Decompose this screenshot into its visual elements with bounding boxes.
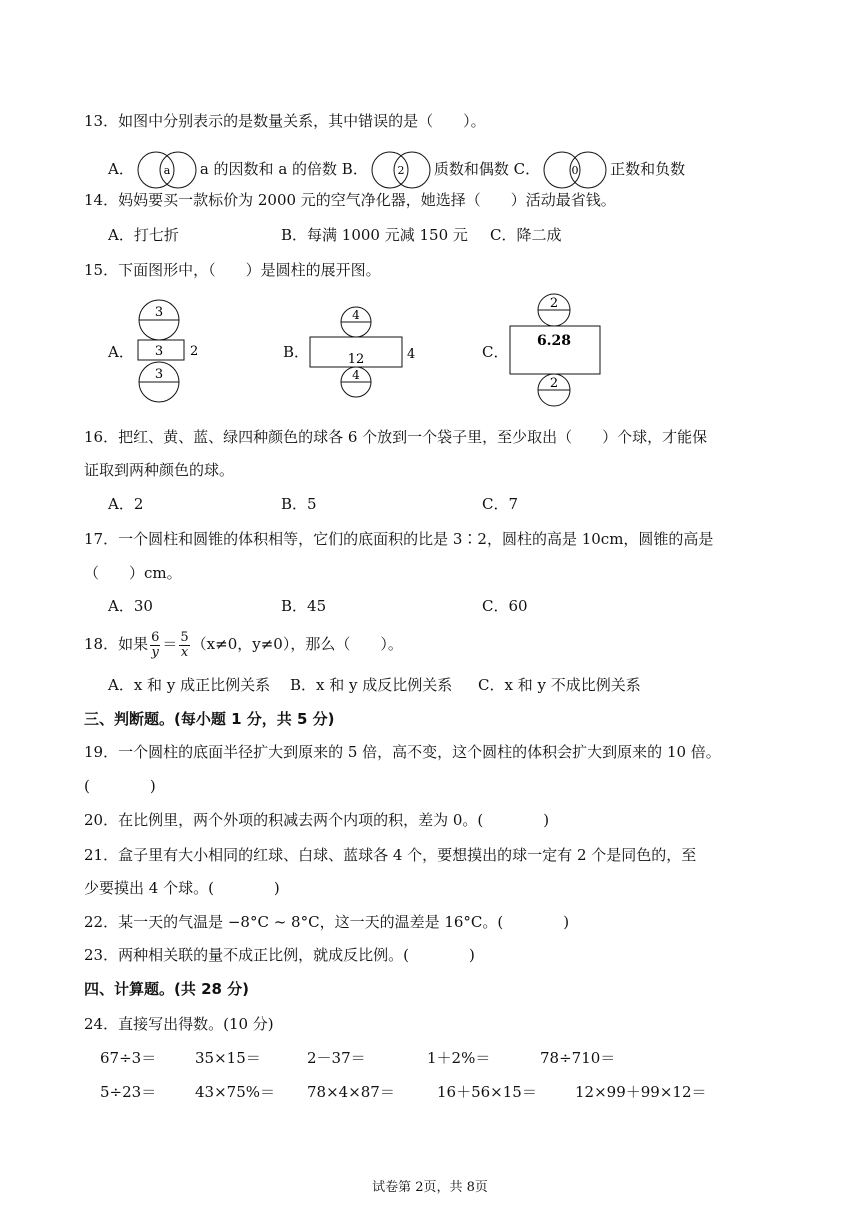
net-b-side-label: 4 bbox=[407, 347, 416, 362]
calc-item: 2－37＝ bbox=[307, 1049, 366, 1067]
venn-diagram-b bbox=[368, 150, 434, 190]
section-4-heading: 四、计算题。(共 28 分) bbox=[84, 980, 250, 998]
q13-stem: 13．如图中分别表示的是数量关系，其中错误的是（ ）。 bbox=[84, 112, 486, 130]
frac1-denominator: y bbox=[151, 644, 159, 660]
q16-option-a: A．2 bbox=[108, 495, 144, 513]
fraction-5-over-x bbox=[179, 631, 189, 660]
venn-diagram-c bbox=[540, 150, 610, 190]
q19-stem-line1: 19．一个圆柱的底面半径扩大到原来的 5 倍，高不变，这个圆柱的体积会扩大到原来的 10 倍。 bbox=[84, 743, 721, 761]
q16-option-c: C．7 bbox=[482, 495, 519, 513]
venn-a-label: a bbox=[163, 164, 171, 177]
venn-b-label: 2 bbox=[397, 164, 405, 177]
q17-option-c: C．60 bbox=[482, 597, 528, 615]
q15-option-a-label: A． bbox=[108, 343, 134, 361]
section-3-heading: 三、判断题。(每小题 1 分，共 5 分) bbox=[84, 710, 335, 728]
q22-stem: 22．某一天的气温是 −8°C ~ 8°C，这一天的温差是 16°C。( ) bbox=[84, 913, 570, 931]
net-c-bottom-label: 2 bbox=[549, 376, 559, 391]
q18-option-c: C．x 和 y 不成比例关系 bbox=[478, 676, 641, 694]
q18-condition: （x≠0，y≠0），那么（ ）。 bbox=[191, 635, 403, 653]
q13-c-text: 正数和负数 bbox=[610, 160, 686, 178]
q13-a-text: a 的因数和 a 的倍数 B． bbox=[199, 160, 368, 178]
fraction-6-over-y bbox=[150, 631, 160, 660]
page-footer: 试卷第 2页，共 8页 bbox=[372, 1180, 488, 1195]
venn-diagram-a bbox=[134, 150, 200, 190]
q18-option-b: B．x 和 y 成反比例关系 bbox=[290, 676, 453, 694]
calc-item: 67÷3＝ bbox=[100, 1049, 157, 1067]
q24-stem: 24．直接写出得数。(10 分) bbox=[84, 1015, 274, 1033]
calc-item: 12×99＋99×12＝ bbox=[575, 1083, 707, 1101]
q16-option-b: B．5 bbox=[281, 495, 317, 513]
q19-stem-line2: ( ) bbox=[84, 777, 156, 795]
net-a-side-label: 2 bbox=[190, 344, 199, 359]
calc-item: 1＋2%＝ bbox=[427, 1049, 491, 1067]
q21-stem-line2: 少要摸出 4 个球。( ) bbox=[84, 879, 280, 897]
q18-equals: ＝ bbox=[162, 635, 178, 653]
net-c-rect-label: 6.28 bbox=[536, 333, 572, 349]
net-a-top-label: 3 bbox=[154, 305, 164, 320]
q18-stem bbox=[84, 628, 403, 660]
q14-option-b: B．每满 1000 元减 150 元 bbox=[281, 226, 468, 244]
frac1-numerator: 6 bbox=[151, 629, 160, 645]
net-a-bottom-label: 3 bbox=[154, 367, 164, 382]
frac2-numerator: 5 bbox=[180, 629, 189, 645]
q16-stem-line1: 16．把红、黄、蓝、绿四种颜色的球各 6 个放到一个袋子里，至少取出（ ）个球，才能保 bbox=[84, 428, 708, 446]
calc-item: 78÷710＝ bbox=[540, 1049, 616, 1067]
venn-c-label: 0 bbox=[571, 164, 579, 177]
calc-item: 16＋56×15＝ bbox=[437, 1083, 537, 1101]
q21-stem-line1: 21．盒子里有大小相同的红球、白球、蓝球各 4 个，要想摸出的球一定有 2 个是同色的，至 bbox=[84, 846, 697, 864]
q15-option-c-label: C． bbox=[482, 343, 509, 361]
q18-prefix: 18．如果 bbox=[84, 635, 149, 653]
net-a-rect-label: 3 bbox=[154, 344, 164, 359]
q20-stem: 20．在比例里，两个外项的积减去两个内项的积，差为 0。( ) bbox=[84, 811, 550, 829]
net-c-top-label: 2 bbox=[549, 296, 559, 311]
net-b-bottom-label: 4 bbox=[352, 368, 360, 382]
cylinder-net-a bbox=[134, 298, 204, 412]
q18-option-a: A．x 和 y 成正比例关系 bbox=[108, 676, 271, 694]
q14-stem: 14．妈妈要买一款标价为 2000 元的空气净化器，她选择（ ）活动最省钱。 bbox=[84, 191, 616, 209]
q15-option-b-label: B． bbox=[283, 343, 310, 361]
cylinder-net-b bbox=[306, 306, 418, 410]
calc-item: 5÷23＝ bbox=[100, 1083, 157, 1101]
q13-b-text: 质数和偶数 C． bbox=[433, 160, 541, 178]
frac2-denominator: x bbox=[180, 644, 189, 660]
net-b-top-label: 4 bbox=[352, 308, 360, 322]
calc-item: 43×75%＝ bbox=[195, 1083, 275, 1101]
q17-stem-line1: 17．一个圆柱和圆锥的体积相等，它们的底面积的比是 3∶2，圆柱的高是 10cm，圆锥的高是 bbox=[84, 530, 714, 548]
calc-item: 78×4×87＝ bbox=[307, 1083, 395, 1101]
q14-option-a: A．打七折 bbox=[108, 226, 179, 244]
cylinder-net-c bbox=[506, 292, 606, 412]
q14-option-c: C．降二成 bbox=[490, 226, 562, 244]
q13-a-letter: A． bbox=[108, 160, 134, 178]
net-b-rect-label: 12 bbox=[347, 352, 365, 367]
q17-option-b: B．45 bbox=[281, 597, 327, 615]
q13-options bbox=[108, 150, 685, 190]
q23-stem: 23．两种相关联的量不成正比例，就成反比例。( ) bbox=[84, 946, 475, 964]
calc-item: 35×15＝ bbox=[195, 1049, 261, 1067]
q17-stem-line2: （ ）cm。 bbox=[84, 564, 182, 582]
q16-stem-line2: 证取到两种颜色的球。 bbox=[84, 461, 235, 479]
q15-stem: 15．下面图形中，（ ）是圆柱的展开图。 bbox=[84, 261, 381, 279]
q17-option-a: A．30 bbox=[108, 597, 153, 615]
